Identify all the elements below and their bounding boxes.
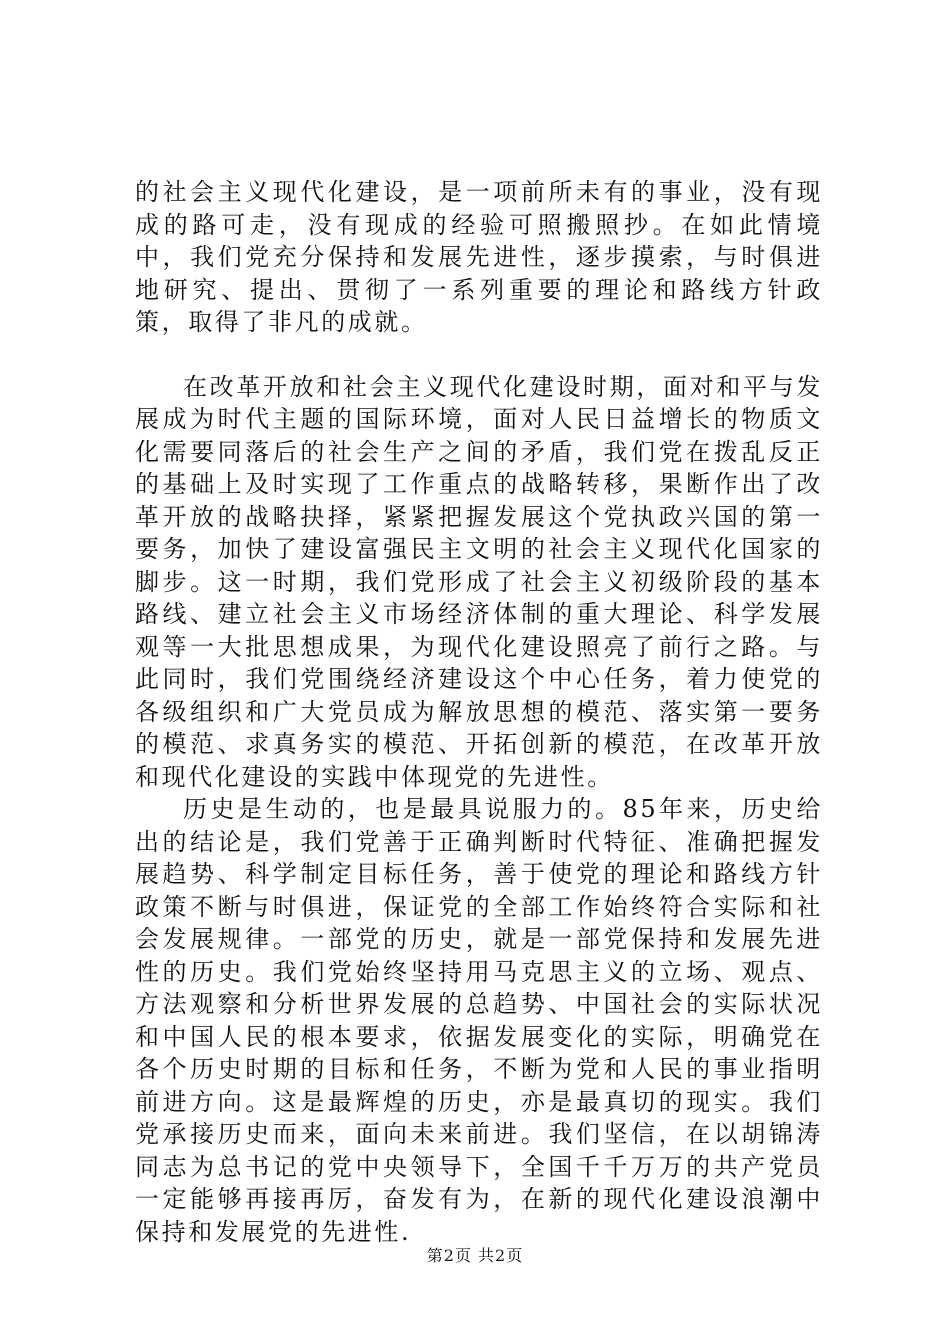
- paragraph-reform-era: 在改革开放和社会主义现代化建设时期，面对和平与发展成为时代主题的国际环境，面对人民日益增长的物质文化需要同落后的社会生产之间的矛盾，我们党在拨乱反正的基础上及时实现了工作重点的战略转移，果断作出了改革开放的战略抉择，紧紧把握发展这个党执政兴国的第一要务，加快了建设富强民主文明的社会主义现代化国家的脚步。这一时期，我们党形成了社会主义初级阶段的基本路线、建立社会主义市场经济体制的重大理论、科学发展观等一大批思想成果，为现代化建设照亮了前行之路。与此同时，我们党围绕经济建设这个中心任务，着力使党的各级组织和广大党员成为解放思想的模范、落实第一要务的模范、求真务实的模范、开拓创新的模范，在改革开放和现代化建设的实践中体现党的先进性。: [135, 372, 823, 791]
- page-footer: 第2页 共2页: [426, 1246, 524, 1265]
- paragraph-history-conclusion: 历史是生动的，也是最具说服力的。85年来，历史给出的结论是，我们党善于正确判断时代特征、准确把握发展趋势、科学制定目标任务，善于使党的理论和路线方针政策不断与时俱进，保证党的全部工作始终符合实际和社会发展规律。一部党的历史，就是一部党保持和发展先进性的历史。我们党始终坚持用马克思主义的立场、观点、方法观察和分析世界发展的总趋势、中国社会的实际状况和中国人民的根本要求，依据发展变化的实际，明确党在各个历史时期的目标和任务，不断为党和人民的事业指明前进方向。这是最辉煌的历史，亦是最真切的现实。我们党承接历史而来，面向未来前进。我们坚信，在以胡锦涛同志为总书记的党中央领导下，全国千千万万的共产党员一定能够再接再厉，奋发有为，在新的现代化建设浪潮中保持和发展党的先进性.: [135, 795, 823, 1246]
- paragraph-continuation: 的社会主义现代化建设，是一项前所未有的事业，没有现成的路可走，没有现成的经验可照搬照抄。在如此情境中，我们党充分保持和发展先进性，逐步摸索，与时俱进地研究、提出、贯彻了一系列重要的理论和路线方针政策，取得了非凡的成就。: [135, 178, 823, 336]
- document-body: [135, 176, 823, 1248]
- paragraph-gap: [135, 339, 823, 371]
